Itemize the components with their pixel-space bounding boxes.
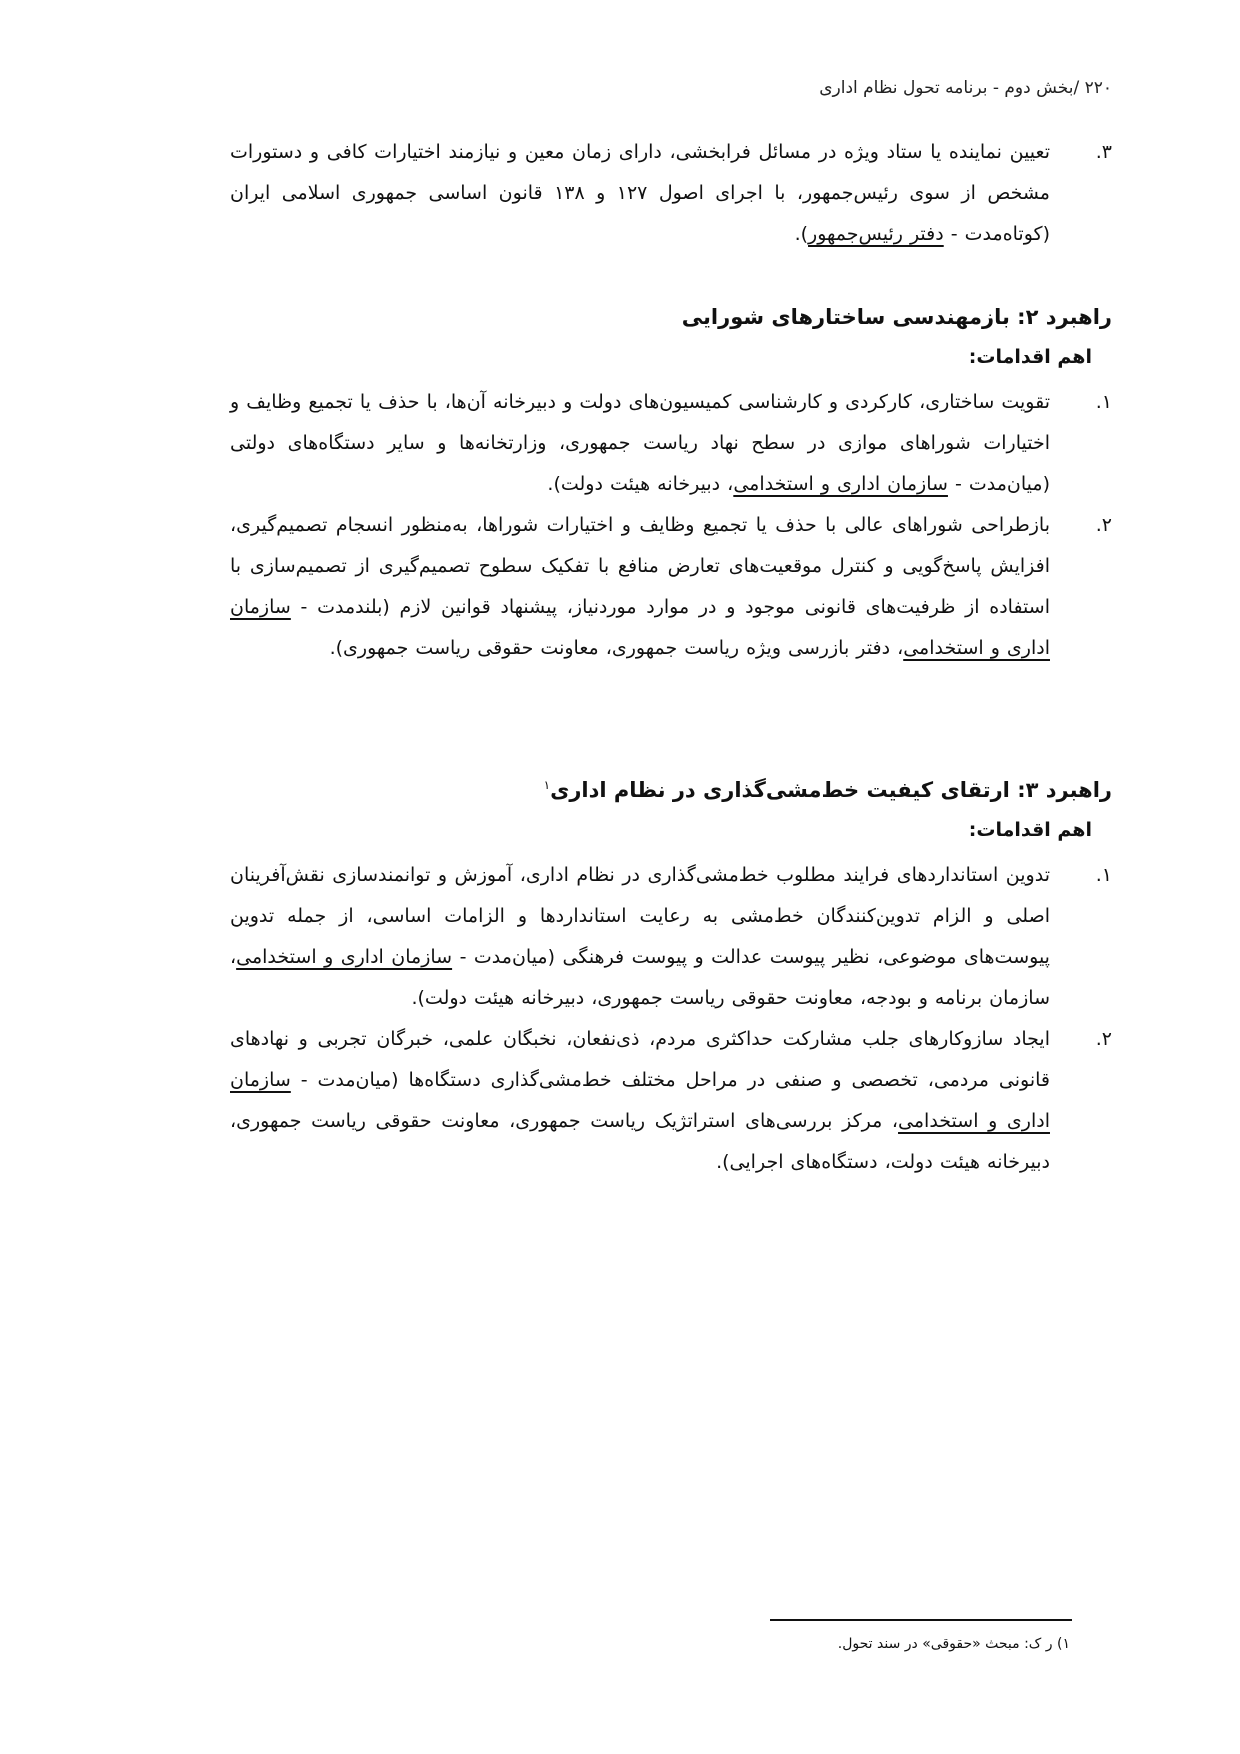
strategy-2-section: [212, 297, 1112, 669]
item-text: تقویت ساختاری، کارکردی و کارشناسی کمیسیون‌های دولت و دبیرخانه آن‌ها، با حذف یا تجمیع وظایف و اختیارات شوراهای موازی در سطح نهاد ریاست جمهوری، وزارتخانه‌ها و سایر دستگاه‌های دولتی (میان‌مدت - سازمان اداری و استخدامی، دبیرخانه هیئت دولت).: [230, 391, 1050, 495]
item-text: بازطراحی شوراهای عالی با حذف یا تجمیع وظایف و اختیارات شوراها، به‌منظور انسجام تصمیم‌گیری، افزایش پاسخ‌گویی و کنترل موقعیت‌های تعارض منافع با تفکیک سطوح تصمیم‌گیری از تصمیم‌سازی با استفاده از ظرفیت‌های قانونی موجود و در موارد موردنیاز، پیشنهاد قوانین لازم (بلندمدت - سازمان اداری و استخدامی، دفتر بازرسی ویژه ریاست جمهوری، معاونت حقوقی ریاست جمهوری).: [230, 514, 1050, 659]
list-item: [212, 1019, 1112, 1183]
footnote-marker[interactable]: ۱: [543, 778, 551, 792]
running-header: ۲۲۰ /بخش دوم - برنامه تحول نظام اداری: [819, 78, 1112, 98]
responsible-org: دفتر رئیس‌جمهور: [808, 223, 944, 245]
strategy-3-actions-label: اهم اقدامات:: [968, 819, 1092, 841]
item-number: ۱.: [1095, 864, 1112, 886]
list-item: [212, 382, 1112, 505]
item-text: ایجاد سازوکارهای جلب مشارکت حداکثری مردم، ذی‌نفعان، نخبگان علمی، خبرگان تجربی و نهادهای قانونی مردمی، تخصصی و صنفی در مراحل مختلف خط‌مشی‌گذاری دستگاه‌ها (میان‌مدت - سازمان اداری و استخدامی، مرکز بررسی‌های استراتژیک ریاست جمهوری، معاونت حقوقی ریاست جمهوری، دبیرخانه هیئت دولت، دستگاه‌های اجرایی).: [230, 1028, 1050, 1173]
strategy-3-section: [212, 770, 1112, 1183]
item-text: تعیین نماینده یا ستاد ویژه در مسائل فرابخشی، دارای زمان معین و نیازمند اختیارات کافی و دستورات مشخص از سوی رئیس‌جمهور، با اجرای اصول ۱۲۷ و ۱۳۸ قانون اساسی جمهوری اسلامی ایران (کوتاه‌مدت - دفتر رئیس‌جمهور).: [230, 141, 1050, 245]
item-number: ۲.: [1095, 1028, 1112, 1050]
footnote-separator: [770, 1619, 1072, 1621]
list-item: [212, 855, 1112, 1019]
responsible-org: سازمان اداری و استخدامی: [230, 596, 1050, 659]
responsible-org: سازمان اداری و استخدامی: [230, 1069, 1050, 1132]
responsible-org: سازمان اداری و استخدامی: [236, 946, 453, 968]
item-text: تدوین استانداردهای فرایند مطلوب خط‌مشی‌گذاری در نظام اداری، آموزش و توانمندسازی نقش‌آفرینان اصلی و الزام تدوین‌کنندگان خط‌مشی به رعایت استانداردها و الزامات اساسی، از جمله تدوین پیوست‌های موضوعی، نظیر پیوست عدالت و پیوست فرهنگی (میان‌مدت - سازمان اداری و استخدامی، سازمان برنامه و بودجه، معاونت حقوقی ریاست جمهوری، دبیرخانه هیئت دولت).: [230, 864, 1050, 1009]
prev-section-list: [212, 132, 1112, 255]
item-number: ۳.: [1095, 141, 1112, 163]
strategy-2-actions-label: اهم اقدامات:: [968, 346, 1092, 368]
strategy-3-title: راهبرد ۳: ارتقای کیفیت خط‌مشی‌گذاری در نظام اداری$^۱$: [543, 778, 1112, 802]
item-number: ۲.: [1095, 514, 1112, 536]
list-item: [212, 505, 1112, 669]
list-item: [212, 132, 1112, 255]
strategy-2-title: راهبرد ۲: بازمهندسی ساختارهای شورایی: [681, 305, 1112, 329]
item-number: ۱.: [1095, 391, 1112, 413]
footnote: ۱) ر ک: مبحث «حقوقی» در سند تحول.: [837, 1636, 1070, 1652]
responsible-org: سازمان اداری و استخدامی: [733, 473, 948, 495]
